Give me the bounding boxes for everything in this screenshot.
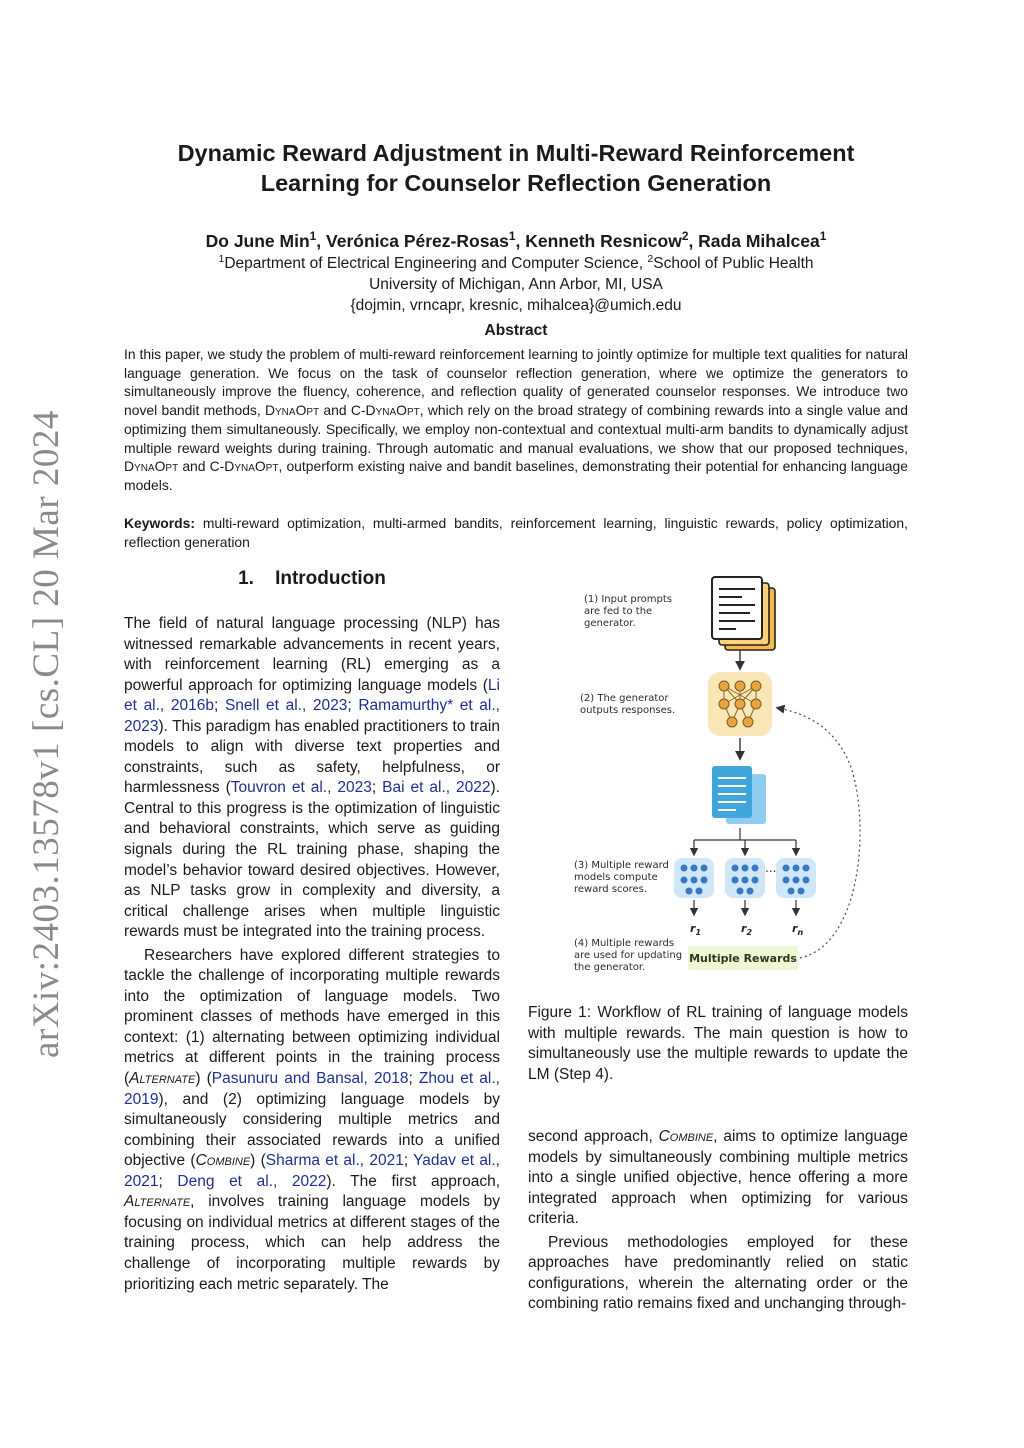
section-heading xyxy=(124,568,500,590)
title-line-1: Dynamic Reward Adjustment in Multi-Reward Reinforcement xyxy=(177,140,855,166)
reward-subscript: 2 xyxy=(746,928,753,937)
affiliation-mark: 2 xyxy=(647,252,654,265)
ellipsis-label: ... xyxy=(765,861,777,875)
intro-paragraph-4: Previous methodologies employed for these approaches have predominantly relied on static configurations, wherein the alternating order or the combining ratio remains fixed and unchanging through- xyxy=(528,1233,908,1313)
section-title: Introduction xyxy=(275,568,386,589)
left-column xyxy=(124,614,500,1295)
neural-network-icon xyxy=(708,672,772,736)
text-run: second approach, xyxy=(528,1128,659,1145)
citation-link[interactable]: Snell et al., 2023 xyxy=(224,697,348,715)
title-line-2: Learning for Counselor Reflection Generation xyxy=(260,170,772,196)
text-run: ). The first approach, xyxy=(326,1172,500,1190)
abstract-part: and xyxy=(319,402,351,419)
method-name: Combine xyxy=(658,1128,714,1145)
text-run: , aims to optimize language models by simultaneously combining multiple metrics into a single unified objective, hence offering a more integrated approach when optimizing for various criteria. xyxy=(528,1128,908,1228)
university: University of Michigan, Ann Arbor, MI, USA xyxy=(369,276,663,293)
text-run: ; xyxy=(408,1070,419,1088)
citation-link[interactable]: Pasunuru and Bansal, 2018 xyxy=(211,1070,409,1088)
author-name: Do June Min xyxy=(205,231,310,251)
text-run: ), and (2) optimizing language models by simultaneously considering multiple metrics and combining their associated rewards into a unified objective ( xyxy=(124,1090,500,1170)
citation-link[interactable]: Ramamurthy* et al., 2023 xyxy=(124,697,500,735)
reward-model-icon xyxy=(725,858,765,898)
reward-subscript: 1 xyxy=(695,928,702,937)
author-name: Verónica Pérez-Rosas xyxy=(326,231,509,251)
text-run: ). Central to this progress is the optimization of linguistic and behavioral constraints, which serve as guiding signals during the RL training phase, shaping the model’s behavior toward desired objectives. However, as NLP tasks grow in complexity and diversity, a critical challenge arises when multiple linguistic rewards must be integrated into the training process. xyxy=(124,779,500,941)
department: Department of Electrical Engineering and Computer Science, xyxy=(224,255,648,272)
author-separator: , xyxy=(688,231,699,251)
citation-link[interactable]: Touvron et al., 2023 xyxy=(230,779,372,797)
document-stack-icon xyxy=(712,577,775,650)
step-2-label: (2) The generator outputs responses. xyxy=(580,693,676,716)
method-name: C-DynaOpt xyxy=(350,402,420,419)
figure-caption: Figure 1: Workflow of RL training of language models with multiple rewards. The main question is how to simultaneously use the multiple rewards to update the LM (Step 4). xyxy=(528,1004,908,1083)
reward-symbol: r xyxy=(741,922,747,935)
reward-label-rn xyxy=(792,922,803,937)
affiliation-mark: 1 xyxy=(218,252,225,265)
reward-model-icon xyxy=(674,858,714,898)
citation-link[interactable]: Zhou et al., 2019 xyxy=(124,1070,500,1108)
abstract-part: and xyxy=(178,458,210,475)
step-1-label: (1) Input prompts are fed to the generator. xyxy=(584,594,672,629)
text-run: The field of natural language processing (NLP) has witnessed remarkable advancements in recent years, with reinforcement learning (RL) emerging as a powerful approach for optimizing language models ( xyxy=(124,615,500,694)
author-affiliation-mark: 1 xyxy=(508,229,516,244)
keywords-label: Keywords: xyxy=(124,515,196,531)
multiple-rewards-label: Multiple Rewards xyxy=(689,952,797,965)
author-affiliation-mark: 2 xyxy=(681,229,689,244)
author-separator: , xyxy=(316,231,327,251)
method-name: Alternate xyxy=(129,1070,196,1088)
text-run: ). This paradigm has enabled practitioners to train models to align with diverse text properties and constraints, such as safety, helpfulness, or harmlessness ( xyxy=(124,717,500,797)
keywords xyxy=(124,514,908,552)
feedback-arrow xyxy=(778,708,860,958)
citation-link[interactable]: Sharma et al., 2021 xyxy=(265,1152,404,1170)
text-run: Researchers have explored different strategies to tackle the challenge of incorporating multiple rewards into the optimization of language models. Two prominent classes of methods have emerged in this context: (1) alternating between optimizing individual metrics at different points in the training process ( xyxy=(124,946,500,1088)
response-documents-icon xyxy=(712,766,766,824)
text-run: ; xyxy=(403,1152,414,1170)
arxiv-identifier: arXiv:2403.13578v1 [cs.CL] 20 Mar 2024 xyxy=(26,410,67,1058)
method-name: Alternate xyxy=(124,1193,191,1211)
text-run: , involves training language models by focusing on individual metrics at different stages of the training process, which can help address the challenge of incorporating multiple rewards by prioritizing each metric separately. The xyxy=(124,1193,500,1293)
text-run: ; xyxy=(158,1172,178,1190)
author-affiliation-mark: 1 xyxy=(309,229,317,244)
citation-link[interactable]: Yadav et al., 2021 xyxy=(124,1152,500,1190)
author-separator: , xyxy=(515,231,526,251)
text-run: ) ( xyxy=(195,1070,212,1088)
section-number: 1. xyxy=(238,568,254,589)
abstract-text xyxy=(124,345,908,495)
abstract-part: , which rely on the broad strategy of combining rewards into a single value and optimizing them simultaneously. Specifically, we employ non-contextual and contextual multi-arm bandits to dynamically adjust multiple reward weights during training. Through automatic and manual evaluations, we show that our proposed techniques, xyxy=(124,402,908,456)
intro-paragraph-2 xyxy=(124,946,500,1295)
citation-link[interactable]: Bai et al., 2022 xyxy=(382,779,491,797)
reward-symbol: r xyxy=(792,922,798,935)
author-name: Rada Mihalcea xyxy=(698,231,820,251)
step-4-label: (4) Multiple rewards are used for updating the generator. xyxy=(574,938,683,973)
method-name: Combine xyxy=(195,1152,251,1170)
text-run: ; xyxy=(213,697,225,715)
right-column xyxy=(528,1127,908,1315)
reward-label-r2 xyxy=(741,922,752,937)
method-name: DynaOpt xyxy=(124,458,179,475)
abstract-part: In this paper, we study the problem of multi-reward reinforcement learning to jointly optimize for multiple text qualities for natural language generation. We focus on the task of counselor reflection generation, where we optimize the generators to simultaneously improve the fluency, coherence, and reflection quality of generated counselor responses. We introduce two novel bandit methods, xyxy=(124,346,908,419)
citation-link[interactable]: Deng et al., 2022 xyxy=(177,1172,327,1190)
reward-model-icon xyxy=(776,858,816,898)
method-name: C-DynaOpt xyxy=(209,458,279,475)
reward-subscript: n xyxy=(797,928,804,937)
reward-label-r1 xyxy=(690,922,701,937)
author-list xyxy=(124,229,908,253)
method-name: DynaOpt xyxy=(264,402,320,419)
step-3-label: (3) Multiple reward models compute reward scores. xyxy=(574,860,669,895)
school: School of Public Health xyxy=(653,255,814,272)
author-emails: {dojmin, vrncapr, kresnic, mihalcea}@umich.edu xyxy=(350,297,682,314)
workflow-diagram xyxy=(560,570,876,980)
figure-1 xyxy=(560,570,876,980)
abstract-part: , outperform existing naive and bandit baselines, demonstrating their potential for enhancing language models. xyxy=(124,458,908,493)
affiliation-line xyxy=(124,253,908,274)
text-run: ; xyxy=(347,697,359,715)
paper-title xyxy=(124,138,908,198)
author-name: Kenneth Resnicow xyxy=(525,231,682,251)
abstract-heading: Abstract xyxy=(484,322,548,339)
affiliations xyxy=(124,253,908,316)
reward-symbol: r xyxy=(690,922,696,935)
keywords-text: multi-reward optimization, multi-armed bandits, reinforcement learning, linguistic rewards, policy optimization, reflection generation xyxy=(124,515,908,550)
citation-link[interactable]: Li et al., 2016b xyxy=(124,676,500,715)
text-run: ; xyxy=(371,779,383,797)
intro-paragraph-1 xyxy=(124,614,500,943)
text-run: ) ( xyxy=(250,1152,266,1170)
intro-paragraph-3 xyxy=(528,1127,908,1230)
author-affiliation-mark: 1 xyxy=(819,229,827,244)
